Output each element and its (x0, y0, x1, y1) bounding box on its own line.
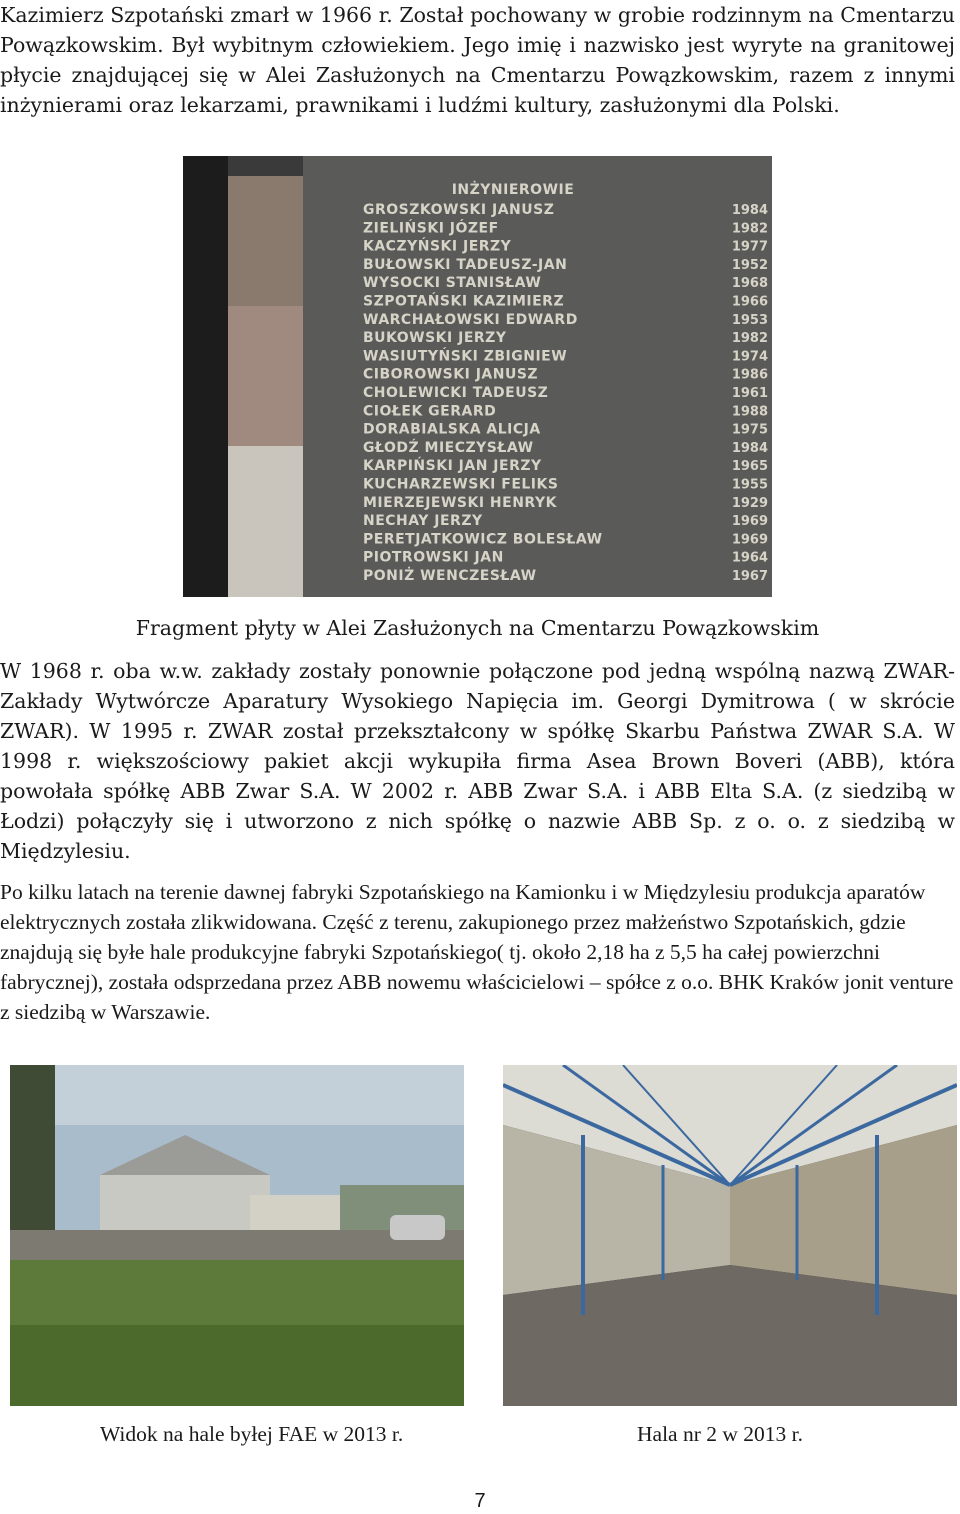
plaque-year: 1929 (731, 495, 768, 511)
plaque-name: KARPIŃSKI JAN JERZY (363, 458, 542, 475)
hall-exterior-caption: Widok na hale byłej FAE w 2013 r. (100, 1422, 404, 1446)
hall-interior-caption: Hala nr 2 w 2013 r. (637, 1422, 803, 1446)
plaque-name: WASIUTYŃSKI ZBIGNIEW (363, 348, 568, 365)
plaque-name: WYSOCKI STANISŁAW (363, 275, 542, 292)
plaque-name: CIOŁEK GERARD (363, 403, 497, 420)
plaque-name: PONIŻ WENCZESŁAW (363, 568, 537, 584)
plaque-year: 1961 (731, 386, 768, 401)
plaque-year: 1975 (731, 422, 768, 438)
plaque-name: BUŁOWSKI TADEUSZ-JAN (363, 256, 568, 273)
plaque-name: GROSZKOWSKI JANUSZ (363, 202, 555, 218)
plaque-year: 1969 (731, 532, 768, 548)
plaque-year: 1988 (731, 404, 768, 420)
plaque-name: GŁODŹ MIECZYSŁAW (363, 439, 534, 456)
plaque-year: 1984 (731, 203, 768, 218)
paragraph-zwar-history: W 1968 r. oba w.w. zakłady zostały ponownie połączone pod jedną wspólną nazwą ZWAR- Zakłady Wytwórcze Aparatury Wysokiego Napięcia im. Georgi Dymitrowa ( w skrócie ZWAR). W 1995 r. ZWAR został przekształcony w spółkę Skarbu Państwa ZWAR S.A. W 1998 r. większościowy pakiet akcji wykupiła firma Asea Brown Boveri (ABB), która powołała spółkę ABB Zwar S.A. W 2002 r. ABB Zwar S.A. i ABB Elta S.A. (z siedzibą w Łodzi) połączyły się i utworzono z nich spółkę o nazwie ABB Sp. z o. o. z siedzibą w Międzylesiu. (0, 659, 955, 863)
plaque-name: DORABIALSKA ALICJA (363, 421, 541, 438)
plaque-year: 1964 (731, 550, 768, 566)
plaque-year: 1955 (731, 477, 768, 493)
plaque-year: 1974 (731, 349, 768, 365)
hall-exterior-photo (10, 1065, 464, 1406)
plaque-caption: Fragment płyty w Alei Zasłużonych na Cmentarzu Powązkowskim (135, 616, 820, 640)
plaque-name: NECHAY JERZY (363, 513, 483, 530)
plaque-year: 1969 (731, 514, 768, 530)
plaque-name: KUCHARZEWSKI FELIKS (363, 476, 559, 493)
plaque-year: 1986 (731, 367, 768, 383)
plaque-year: 1984 (731, 440, 768, 456)
plaque-name: KACZYŃSKI JERZY (363, 238, 512, 255)
plaque-year: 1967 (731, 569, 768, 584)
plaque-name: CIBOROWSKI JANUSZ (363, 366, 539, 383)
plaque-year: 1952 (731, 257, 768, 273)
plaque-year: 1966 (731, 294, 768, 310)
plaque-year: 1982 (731, 331, 768, 347)
paragraph-intro: Kazimierz Szpotański zmarł w 1966 r. Został pochowany w grobie rodzinnym na Cmentarzu Powązkowskim. Był wybitnym człowiekiem. Jego imię i nazwisko jest wyryte na granitowej płycie znajdującej się w Alei Zasłużonych na Cmentarzu Powązkowskim, razem z innymi inżynierami oraz lekarzami, prawnikami i ludźmi kultury, zasłużonymi dla Polski. (0, 3, 955, 117)
plaque-name: BUKOWSKI JERZY (363, 330, 507, 347)
plaque-name: PERETJATKOWICZ BOLESŁAW (363, 531, 603, 548)
plaque-name: PIOTROWSKI JAN (363, 549, 504, 566)
plaque-heading: INŻYNIEROWIE (451, 182, 575, 198)
plaque-year: 1965 (731, 459, 768, 475)
plaque-name: ZIELIŃSKI JÓZEF (363, 220, 499, 237)
plaque-year: 1968 (731, 276, 768, 292)
page-number: 7 (474, 1490, 486, 1512)
plaque-year: 1982 (731, 221, 768, 237)
plaque-name: WARCHAŁOWSKI EDWARD (363, 311, 578, 328)
plaque-name: SZPOTAŃSKI KAZIMIERZ (363, 293, 565, 310)
plaque-name: CHOLEWICKI TADEUSZ (363, 385, 549, 401)
plaque-year: 1977 (731, 239, 768, 255)
plaque-year: 1953 (731, 312, 768, 328)
paragraph-factory-fate: Po kilku latach na terenie dawnej fabryki Szpotańskiego na Kamionku i w Międzylesiu produkcja aparatów elektrycznych została zlikwidowana. Część z terenu, zakupionego przez małżeństwo Szpotańskich, gdzie znajdują się byłe hale produkcyjne fabryki Szpotańskiego( tj. około 2,18 ha z 5,5 ha całej powierzchni fabrycznej), została odsprzedana przez ABB nowemu właścicielowi – spółce z o.o. BHK Kraków jonit venture z siedzibą w Warszawie. (0, 880, 954, 1024)
hall-interior-photo (503, 1065, 957, 1406)
plaque-name: MIERZEJEWSKI HENRYK (363, 494, 557, 511)
plaque-photo (183, 156, 772, 597)
